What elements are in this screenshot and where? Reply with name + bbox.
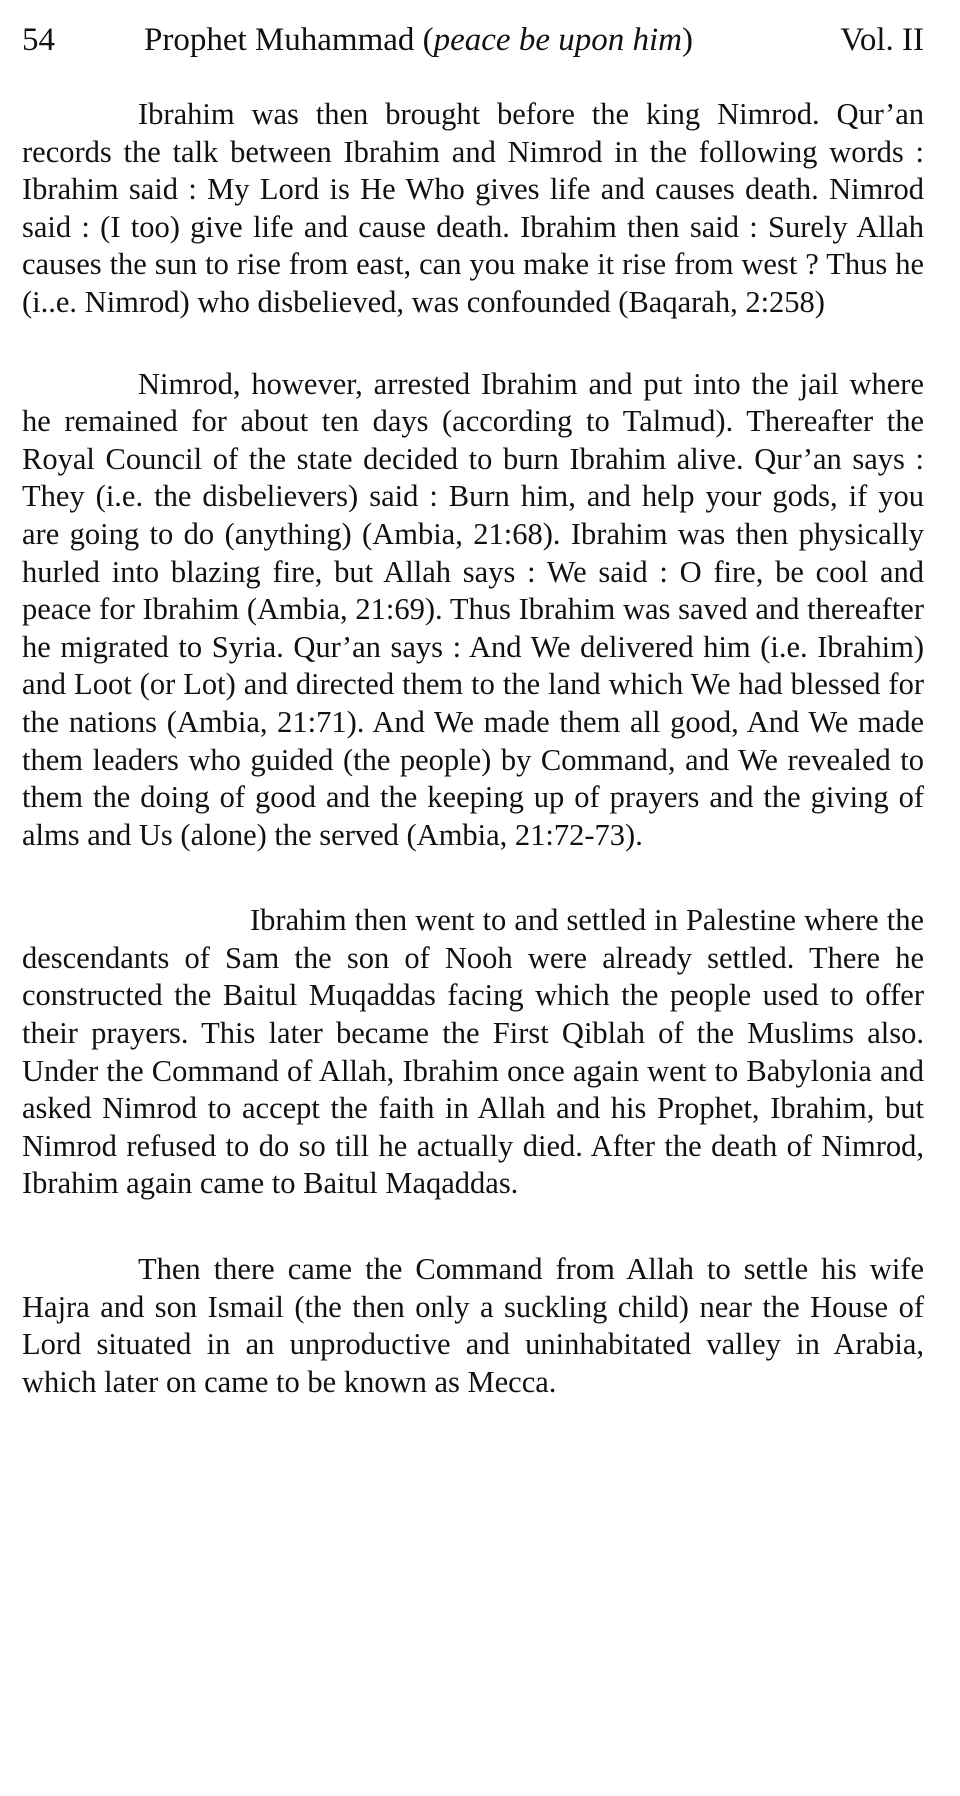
running-header <box>22 18 924 62</box>
page-number: 54 <box>22 22 55 58</box>
title-prefix: Prophet Muhammad ( <box>144 22 434 58</box>
paragraph-nimrod-debate: Ibrahim was then brought before the king Nimrod. Qur’an records the talk between Ibrahim and Nimrod in the following words : Ibrahim said : My Lord is He Who gives life and causes death. Nimrod said : (I too) give life and cause death. Ibrahim then said : Surely Allah causes the sun to rise from east, can you make it rise from west ? Thus he (i..e. Nimrod) who disbelieved, was confounded (Baqarah, 2:258) <box>22 97 924 319</box>
title-suffix: ) <box>681 22 693 58</box>
paragraph-mecca: Then there came the Command from Allah to settle his wife Hajra and son Ismail (the then only a suckling child) near the House of Lord situated in an unproductive and uninhabitated valley in Arabia, which later on came to be known as Mecca. <box>22 1252 924 1399</box>
body-text <box>22 96 924 1401</box>
book-title <box>144 18 693 62</box>
paragraph-palestine: Ibrahim then went to and settled in Palestine where the descendants of Sam the son of Nooh were already settled. There he constructed the Baitul Muqaddas facing which the people used to offer their prayers. This later became the First Qiblah of the Muslims also. Under the Command of Allah, Ibrahim once again went to Babylonia and asked Nimrod to accept the faith in Allah and his Prophet, Ibrahim, but Nimrod refused to do so till he actually died. After the death of Nimrod, Ibrahim again came to Baitul Maqaddas. <box>22 903 924 1201</box>
title-honorific: peace be upon him <box>433 22 682 58</box>
paragraph-fire-ordeal: Nimrod, however, arrested Ibrahim and put into the jail where he remained for about ten days (according to Talmud). Thereafter the Royal Council of the state decided to burn Ibrahim alive. Qur’an says : They (i.e. the disbelievers) said : Burn him, and help your gods, if you are going to do (anything) (Ambia, 21:68). Ibrahim was then physically hurled into blazing fire, but Allah says : We said : O fire, be cool and peace for Ibrahim (Ambia, 21:69). Thus Ibrahim was saved and thereafter he migrated to Syria. Qur’an says : And We delivered him (i.e. Ibrahim) and Loot (or Lot) and directed them to the land which We had blessed for the nations (Ambia, 21:71). And We made them all good, And We made them leaders who guided (the people) by Command, and We revealed to them the doing of good and the keeping up of prayers and the giving of alms and Us (alone) the served (Ambia, 21:72-73). <box>22 366 924 852</box>
volume-label: Vol. II <box>840 22 924 58</box>
